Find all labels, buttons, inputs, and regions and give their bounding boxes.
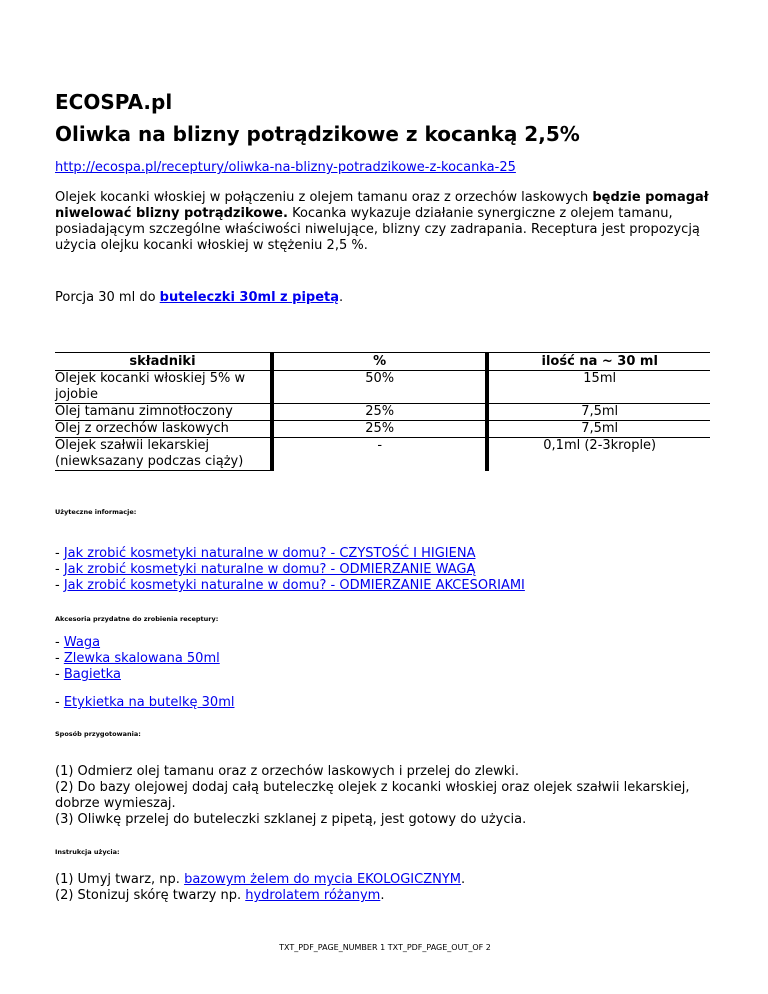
preparation-step: (1) Odmierz olej tamanu oraz z orzechów laskowych i przelej do zlewki. <box>55 764 520 779</box>
page-title: Oliwka na blizny potrądzikowe z kocanką 2,5% <box>55 122 580 146</box>
label-list <box>55 695 234 711</box>
list-item <box>55 635 220 651</box>
portion-line <box>55 290 343 305</box>
list-dash: - <box>55 546 64 561</box>
bottle-label-link[interactable]: Etykietka na butelkę 30ml <box>63 695 235 710</box>
site-name: ECOSPA.pl <box>55 90 173 114</box>
scale-link[interactable]: Waga <box>63 635 101 650</box>
intro-text-continued: Kocanka wykazuje działanie synergiczne z olejem tamanu, posiadającym szczególne właściwości niwelujące, blizny czy zadrapania. Receptura jest propozycją użycia olejku kocanki włoskiej w stężeniu 2,5 %. <box>55 206 700 253</box>
list-item <box>55 695 234 711</box>
list-dash: - <box>55 667 64 682</box>
ingredient-name: Olej tamanu zimnotłoczony <box>55 403 272 420</box>
accessories-list <box>55 635 220 683</box>
ingredient-percent: - <box>272 437 487 471</box>
weighing-guide-link[interactable]: Jak zrobić kosmetyki naturalne w domu? - ODMIERZANIE WAGĄ <box>63 562 476 577</box>
list-dash: - <box>55 635 64 650</box>
ingredient-amount: 0,1ml (2-3krople) <box>487 437 710 471</box>
preparation-heading: Sposób przygotowania: <box>55 730 141 738</box>
usage-step-text: (2) Stonizuj skórę twarzy np. <box>55 888 246 903</box>
ingredient-percent: 50% <box>272 370 487 403</box>
useful-info-heading: Użyteczne informacje: <box>55 508 137 516</box>
ingredient-percent: 25% <box>272 403 487 420</box>
beaker-link[interactable]: Zlewka skalowana 50ml <box>63 651 220 666</box>
ingredient-amount: 15ml <box>487 370 710 403</box>
list-item <box>55 651 220 667</box>
usage-steps <box>55 872 465 904</box>
usage-step-text: (1) Umyj twarz, np. <box>55 872 185 887</box>
table-row <box>55 403 710 420</box>
preparation-steps <box>55 764 689 828</box>
usage-step <box>55 872 465 888</box>
intro-bold-text: będzie pomagał niwelować blizny potrądzikowe. <box>55 190 709 221</box>
cleansing-gel-link[interactable]: bazowym żelem do mycia EKOLOGICZNYM <box>184 872 462 887</box>
preparation-step: dobrze wymieszaj. <box>55 796 176 811</box>
ingredient-percent: 25% <box>272 420 487 437</box>
preparation-step: (3) Oliwkę przelej do buteleczki szklanej z pipetą, jest gotowy do użycia. <box>55 812 527 827</box>
recipe-url-link[interactable]: http://ecospa.pl/receptury/oliwka-na-blizny-potradzikowe-z-kocanka-25 <box>55 160 516 175</box>
usage-step-suffix: . <box>380 888 385 903</box>
list-item <box>55 546 525 562</box>
intro-paragraph <box>55 190 715 254</box>
preparation-step: (2) Do bazy olejowej dodaj całą buteleczkę olejek z kocanki włoskiej oraz olejek szałwii lekarskiej, <box>55 780 690 795</box>
page-footer: TXT_PDF_PAGE_NUMBER 1 TXT_PDF_PAGE_OUT_OF 2 <box>279 943 491 952</box>
list-item <box>55 562 525 578</box>
header-amount: ilość na ~ 30 ml <box>487 352 710 370</box>
useful-links-list <box>55 546 525 594</box>
ingredient-name: Olejek szałwii lekarskiej (niewksazany podczas ciąży) <box>55 437 272 471</box>
ingredient-name: Olej z orzechów laskowych <box>55 420 272 437</box>
header-ingredients: składniki <box>55 352 272 370</box>
header-percent: % <box>272 352 487 370</box>
table-row <box>55 420 710 437</box>
ingredient-amount: 7,5ml <box>487 403 710 420</box>
table-header-row <box>55 352 710 370</box>
list-item <box>55 667 220 683</box>
ingredients-table <box>55 352 710 471</box>
intro-text: Olejek kocanki włoskiej w połączeniu z olejem tamanu oraz z orzechów laskowych <box>55 190 593 205</box>
table-row <box>55 437 710 471</box>
bottle-link[interactable]: buteleczki 30ml z pipetą <box>159 290 340 305</box>
rose-hydrolate-link[interactable]: hydrolatem różanym <box>245 888 381 903</box>
accessories-guide-link[interactable]: Jak zrobić kosmetyki naturalne w domu? - ODMIERZANIE AKCESORIAMI <box>63 578 525 593</box>
list-dash: - <box>55 562 64 577</box>
ingredient-name: Olejek kocanki włoskiej 5% w jojobie <box>55 370 272 403</box>
accessories-heading: Akcesoria przydatne do zrobienia receptury: <box>55 615 219 623</box>
usage-heading: Instrukcja użycia: <box>55 848 120 856</box>
portion-prefix: Porcja 30 ml do <box>55 290 160 305</box>
list-dash: - <box>55 695 64 710</box>
usage-step-suffix: . <box>461 872 466 887</box>
ingredient-amount: 7,5ml <box>487 420 710 437</box>
stirring-rod-link[interactable]: Bagietka <box>63 667 121 682</box>
list-dash: - <box>55 578 64 593</box>
list-dash: - <box>55 651 64 666</box>
usage-step <box>55 888 465 904</box>
hygiene-guide-link[interactable]: Jak zrobić kosmetyki naturalne w domu? - CZYSTOŚĆ I HIGIENA <box>63 546 476 561</box>
table-row <box>55 370 710 403</box>
list-item <box>55 578 525 594</box>
portion-suffix: . <box>339 290 344 305</box>
